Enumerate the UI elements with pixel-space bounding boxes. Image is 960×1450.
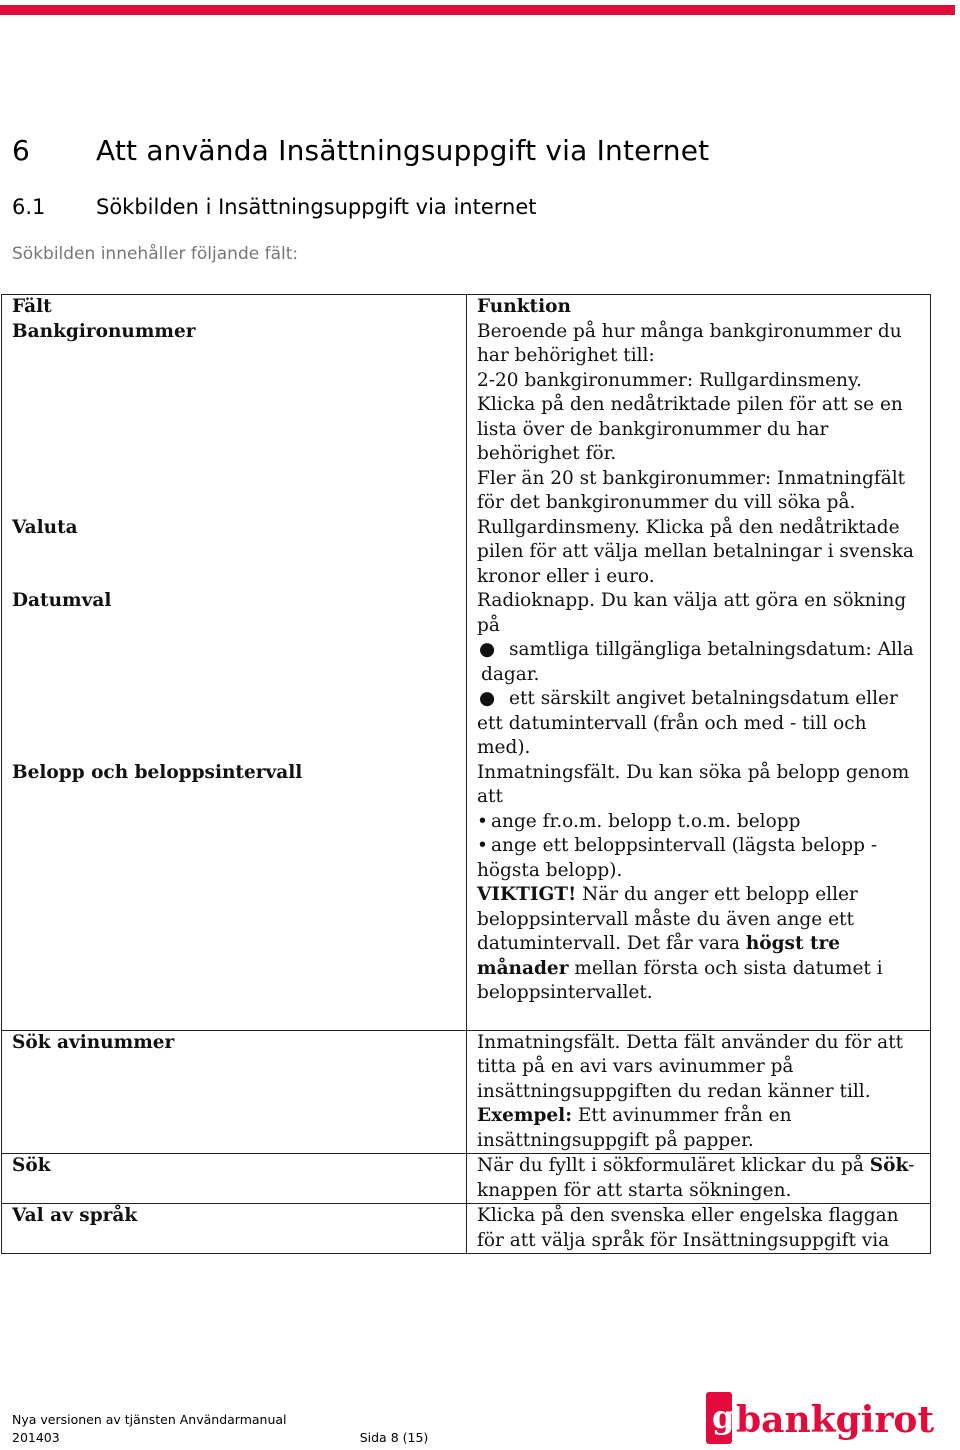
- function-line: knappen för att starta sökningen.: [477, 1179, 792, 1201]
- table-row: [2, 761, 931, 1031]
- function-line: Fler än 20 st bankgironummer: Inmatningfält: [477, 467, 906, 489]
- svg-text:g: g: [712, 1398, 735, 1436]
- section-number: 6.1: [12, 195, 46, 219]
- field-name: Datumval: [2, 589, 467, 761]
- function-line: månader mellan första och sista datumet i: [477, 957, 883, 979]
- table-row: [2, 1204, 931, 1254]
- bullet-icon: •: [477, 810, 488, 832]
- important-note: VIKTIGT! När du anger ett belopp eller: [477, 884, 858, 905]
- function-line: insättningsuppgift på papper.: [477, 1129, 754, 1151]
- header-field: Fält: [12, 296, 52, 317]
- list-item: ● ett särskilt angivet betalningsdatum eller: [477, 687, 930, 712]
- field-name: Sök avinummer: [2, 1030, 467, 1154]
- list-item: ● samtliga tillgängliga betalningsdatum: Alla: [477, 638, 930, 663]
- table-row: [2, 1154, 931, 1204]
- page-number: Sida 8 (15): [359, 1430, 429, 1445]
- function-line: kronor eller i euro.: [477, 565, 655, 587]
- table-row: [2, 1030, 931, 1154]
- heading-number: 6: [12, 134, 31, 167]
- bullet-icon: ●: [479, 639, 496, 660]
- function-line: titta på en avi vars avinummer på: [477, 1056, 794, 1077]
- section-title: [12, 195, 537, 219]
- function-line: att: [477, 786, 503, 807]
- table-header-row: [2, 295, 931, 516]
- bullet-icon: ●: [479, 688, 496, 709]
- list-item-continuation: dagar.: [481, 663, 540, 685]
- section-text: Sökbilden i Insättningsuppgift via internet: [96, 195, 537, 219]
- list-item: • ange ett beloppsintervall (lägsta belopp -: [477, 834, 930, 859]
- function-line: behörighet för.: [477, 443, 617, 464]
- heading-text: Att använda Insättningsuppgift via Internet: [96, 134, 710, 167]
- function-line: Klicka på den svenska eller engelska flaggan: [477, 1205, 899, 1226]
- field-name: Val av språk: [2, 1204, 467, 1254]
- list-item-continuation: ett datumintervall (från och med - till och: [477, 712, 867, 734]
- function-line: Inmatningsfält. Detta fält använder du för att: [477, 1031, 904, 1053]
- bankgirot-logo: [706, 1390, 954, 1446]
- field-name: Sök: [2, 1154, 467, 1204]
- example-note: Exempel: Ett avinummer från en: [477, 1105, 792, 1126]
- field-name: Bankgironummer: [12, 320, 196, 342]
- function-line: Rullgardinsmeny. Klicka på den nedåtriktade: [477, 516, 900, 538]
- intro-text: Sökbilden innehåller följande fält:: [12, 244, 299, 264]
- field-name: Belopp och beloppsintervall: [2, 761, 467, 1031]
- function-line: 2-20 bankgironummer: Rullgardinsmeny.: [477, 369, 862, 391]
- header-function: Funktion: [477, 296, 571, 317]
- function-line: för att välja språk för Insättningsuppgift via: [477, 1229, 890, 1251]
- bullet-icon: •: [477, 835, 488, 856]
- function-line: datumintervall. Det får vara högst tre: [477, 933, 841, 954]
- function-line: lista över de bankgironummer du har: [477, 418, 829, 440]
- table-row: [2, 589, 931, 761]
- list-item-continuation: högsta belopp).: [477, 859, 623, 881]
- function-line: pilen för att välja mellan betalningar i svenska: [477, 541, 914, 562]
- function-line: När du fyllt i sökformuläret klickar du på Sök-: [477, 1155, 915, 1176]
- function-line: Beroende på hur många bankgironummer du: [477, 320, 902, 342]
- page-title: [12, 134, 709, 167]
- fields-table: [1, 294, 931, 1254]
- footer-date: 201403: [12, 1430, 60, 1445]
- top-accent-bar: [0, 5, 955, 15]
- function-line: beloppsintervall måste du även ange ett: [477, 908, 854, 930]
- footer-doc-title: Nya versionen av tjänsten Användarmanual: [12, 1412, 287, 1427]
- function-line: för det bankgironummer du vill söka på.: [477, 492, 856, 513]
- function-line: har behörighet till:: [477, 345, 655, 366]
- field-name: Valuta: [2, 516, 467, 590]
- table-row: [2, 516, 931, 590]
- function-line: Radioknapp. Du kan välja att göra en sökning: [477, 590, 907, 611]
- function-line: Inmatningsfält. Du kan söka på belopp genom: [477, 761, 910, 783]
- function-line: Klicka på den nedåtriktade pilen för att se en: [477, 394, 903, 415]
- function-line: insättningsuppgiften du redan känner till.: [477, 1080, 871, 1102]
- list-item: • ange fr.o.m. belopp t.o.m. belopp: [477, 810, 930, 835]
- function-line: beloppsintervallet.: [477, 982, 653, 1003]
- function-line: på: [477, 614, 500, 636]
- footer: [12, 1411, 428, 1447]
- list-item-continuation: med).: [477, 737, 531, 758]
- logo-wordmark: bankgirot: [736, 1399, 935, 1441]
